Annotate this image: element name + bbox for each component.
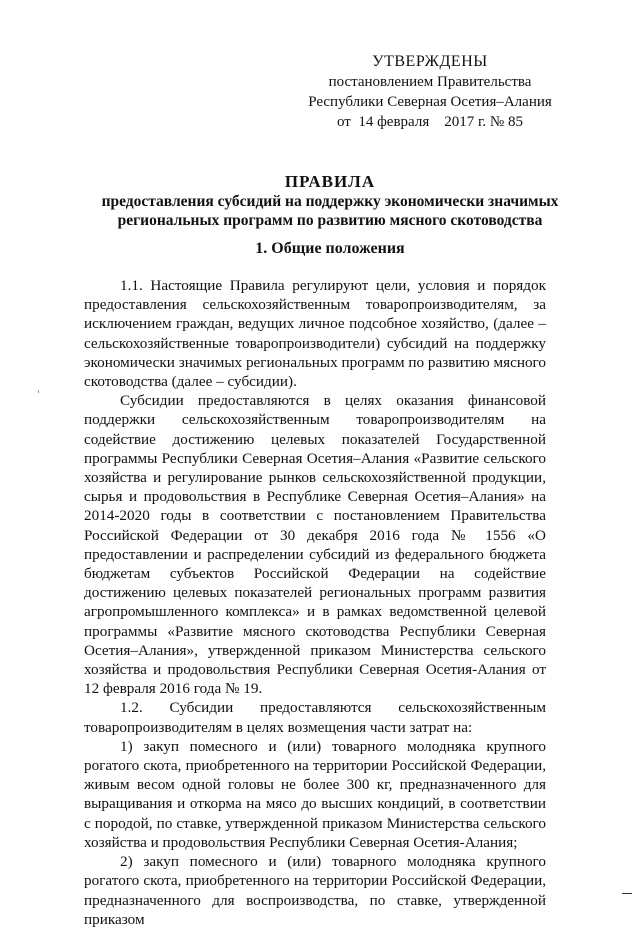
scan-speck [38, 390, 39, 393]
document-subtitle: предоставления субсидий на поддержку экономически значимых региональных программ по развитию мясного скотоводства [101, 193, 559, 229]
approval-stamp [300, 52, 560, 132]
approval-title: УТВЕРЖДЕНЫ [372, 53, 488, 70]
approval-line-1: постановлением Правительства [328, 74, 532, 90]
section-heading: 1. Общие положения [255, 240, 405, 257]
document-body [84, 276, 546, 929]
paragraph-subsidy-purpose: Субсидии предоставляются в целях оказания финансовой поддержки сельскохозяйственным товаропроизводителям на содействие достижению целевых показателей Государственной программы Республики Северная Осетия–Алания «Развитие сельского хозяйства и регулирование рынков сельскохозяйственной продукции, сырья и продовольствия в Республике Северная Осетия–Алания» на 2014-2020 годы в соответствии с постановлением Правительства Российской Федерации от 30 декабря 2016 года № 1556 «О предоставлении и распределении субсидий из федерального бюджета бюджетам субъектов Российской Федерации на содействие достижению целевых показателей региональных программ развития агропромышленного комплекса» и в рамках ведомственной целевой программы «Развитие мясного скотоводства Республики Северная Осетия–Алания», утвержденной приказом Министерства сельского хозяйства и продовольствия Республики Северная Осетия-Алания от 12 февраля 2016 года № 19. [84, 392, 546, 698]
document-title: ПРАВИЛА [284, 172, 376, 191]
list-item-1: 1) закуп помесного и (или) товарного молодняка крупного рогатого скота, приобретенного на территории Российской Федерации, живым весом одной головы не более 300 кг, предназначенного для выращивания и откорма на мясо до высших кондиций, в соответствии с породой, по ставке, утвержденной приказом Министерства сельского хозяйства и продовольствия Республики Северная Осетия-Алания; [84, 737, 546, 851]
approval-line-2: Республики Северная Осетия–Алания [308, 94, 552, 110]
approval-line-3: от 14 февраля 2017 г. № 85 [336, 114, 523, 130]
paragraph-1-1: 1.1. Настоящие Правила регулируют цели, условия и порядок предоставления сельскохозяйственным товаропроизводителям, за исключением граждан, ведущих личное подсобное хозяйство, (далее – сельскохозяйственные товаропроизводители) субсидий на поддержку экономически значимых региональных программ по развитию мясного скотоводства (далее – субсидии). [84, 277, 546, 391]
page-edge-mark [622, 893, 632, 894]
paragraph-1-2: 1.2. Субсидии предоставляются сельскохозяйственным товаропроизводителям в целях возмещения части затрат на: [84, 699, 546, 736]
list-item-2: 2) закуп помесного и (или) товарного молодняка крупного рогатого скота, приобретенного на территории Российской Федерации, предназначенного для воспроизводства, по ставке, утвержденной приказом [84, 853, 546, 928]
